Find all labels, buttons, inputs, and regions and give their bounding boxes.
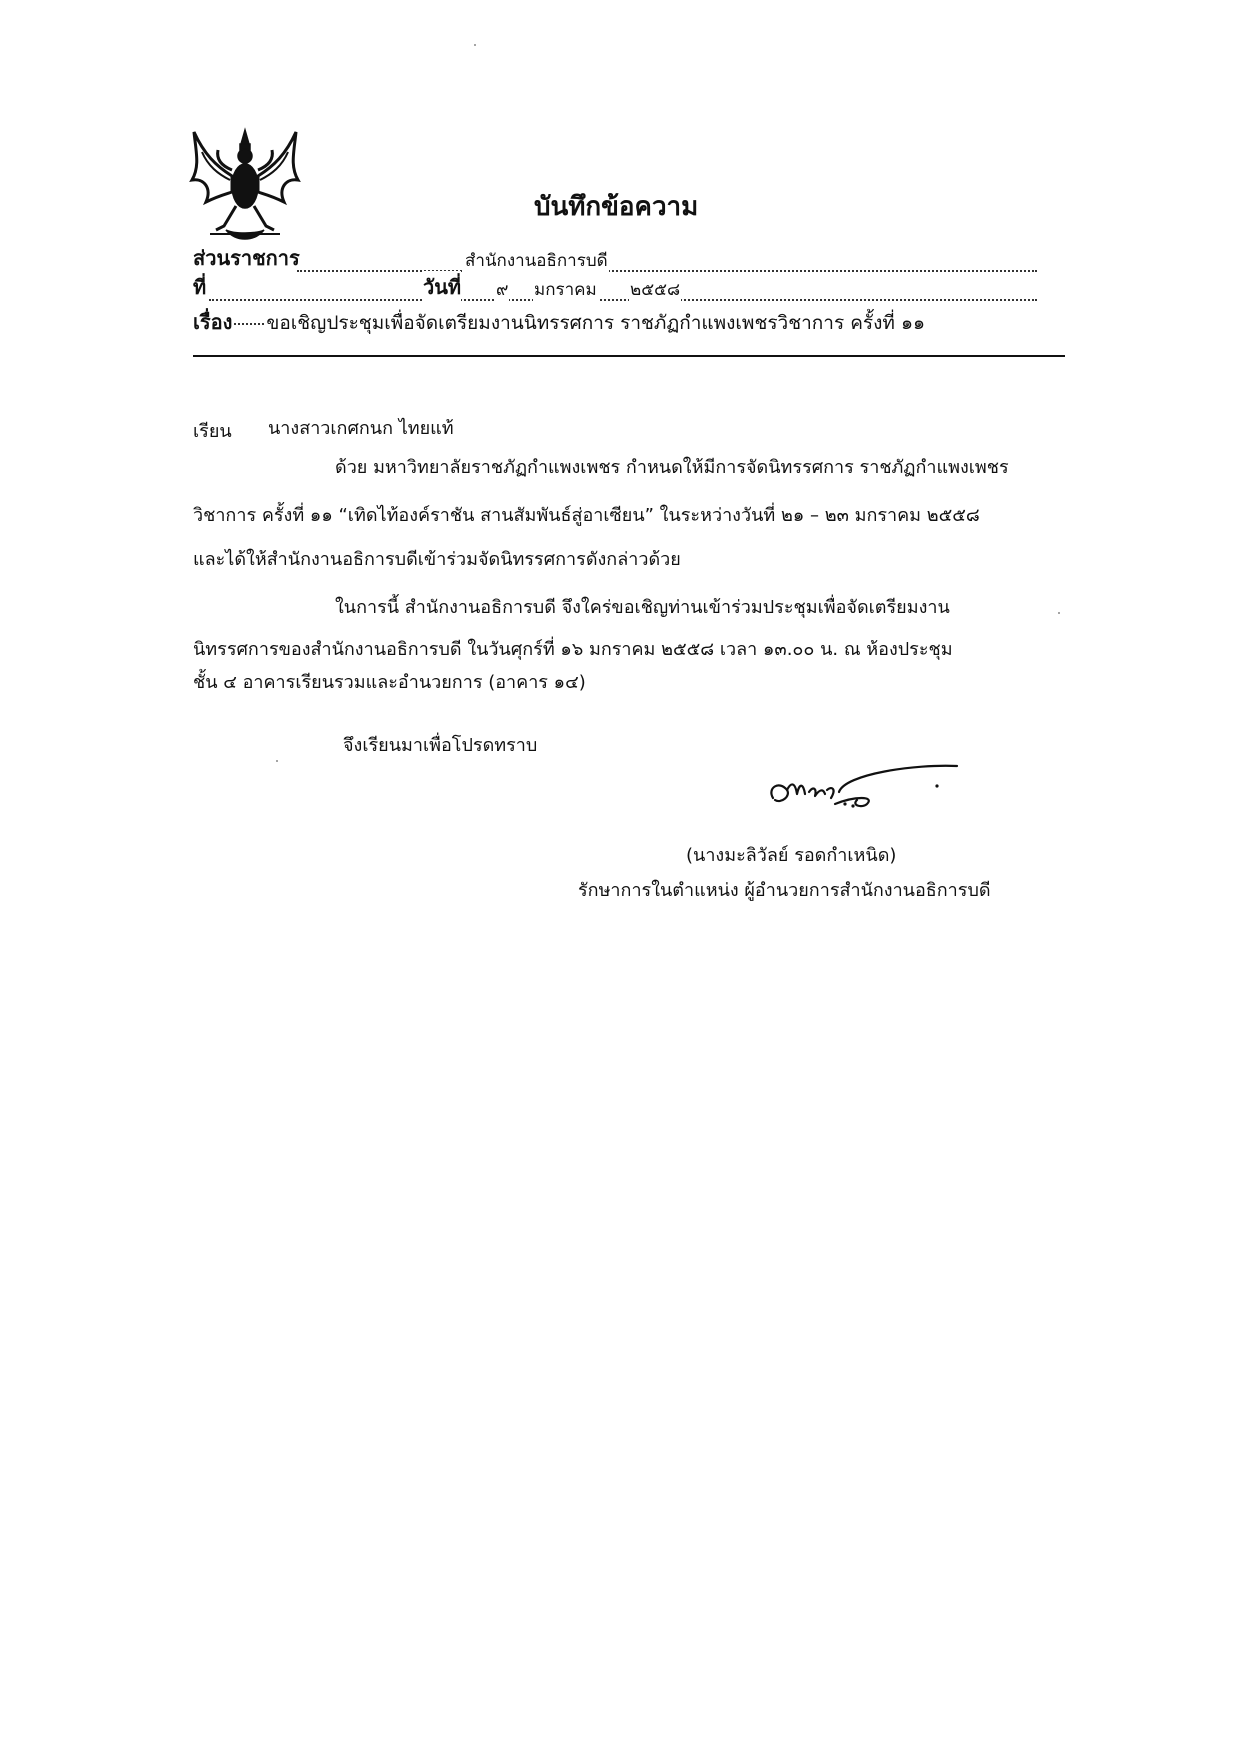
header-divider <box>193 355 1065 357</box>
paragraph-1-line-2: วิชาการ ครั้งที่ ๑๑ “เทิดไท้องค์ราชัน สานสัมพันธ์สู่อาเซียน” ในระหว่างวันที่ ๒๑ – ๒๓ มกราคม ๒๕๕๘ <box>193 505 980 526</box>
paragraph-2-line-2: นิทรรศการของสำนักงานอธิการบดี ในวันศุกร์ที่ ๑๖ มกราคม ๒๕๕๘ เวลา ๑๓.๐๐ น. ณ ห้องประชุม <box>193 639 953 660</box>
ref-date-row <box>193 275 1038 305</box>
salutation-label: เรียน <box>193 421 232 442</box>
paragraph-1-line-1: ด้วย มหาวิทยาลัยราชภัฏกำแพงเพชร กำหนดให้มีการจัดนิทรรศการ ราชภัฏกำแพงเพชร <box>335 457 1009 478</box>
memo-title: บันทึกข้อความ <box>534 192 699 222</box>
paragraph-1-line-3: และได้ให้สำนักงานอธิการบดีเข้าร่วมจัดนิทรรศการดังกล่าวด้วย <box>193 549 681 570</box>
date-day: ๙ <box>495 276 509 303</box>
date-month: มกราคม <box>533 276 598 303</box>
salutation-name: นางสาวเกศกนก ไทยแท้ <box>268 418 454 439</box>
subject-dots <box>234 323 264 325</box>
scan-speck <box>474 44 476 46</box>
subject-row <box>193 306 925 338</box>
agency-label: ส่วนราชการ <box>193 246 300 270</box>
subject-label: เรื่อง <box>193 310 233 334</box>
paragraph-2-line-1: ในการนี้ สำนักงานอธิการบดี จึงใคร่ขอเชิญท่านเข้าร่วมประชุมเพื่อจัดเตรียมงาน <box>335 597 950 618</box>
ref-dots <box>209 299 1037 301</box>
date-year: ๒๕๕๘ <box>629 276 681 303</box>
closing-line: จึงเรียนมาเพื่อโปรดทราบ <box>343 735 538 756</box>
scan-speck <box>1058 612 1060 614</box>
ref-label: ที่ <box>193 275 207 299</box>
handwritten-signature-icon <box>765 760 965 820</box>
garuda-emblem-icon <box>186 126 304 244</box>
date-label: วันที่ <box>423 271 461 303</box>
agency-dots <box>297 270 1037 272</box>
subject-value: ขอเชิญประชุมเพื่อจัดเตรียมงานนิทรรศการ ราชภัฏกำแพงเพชรวิชาการ ครั้งที่ ๑๑ <box>266 312 926 334</box>
agency-row <box>193 246 1038 276</box>
scan-speck <box>276 760 278 762</box>
agency-value: สำนักงานอธิการบดี <box>464 247 609 274</box>
paragraph-2-line-3: ชั้น ๔ อาคารเรียนรวมและอำนวยการ (อาคาร ๑๔) <box>193 672 586 693</box>
signatory-name: (นางมะลิวัลย์ รอดกำเหนิด) <box>686 845 897 866</box>
signatory-position: รักษาการในตำแหน่ง ผู้อำนวยการสำนักงานอธิการบดี <box>578 880 991 901</box>
